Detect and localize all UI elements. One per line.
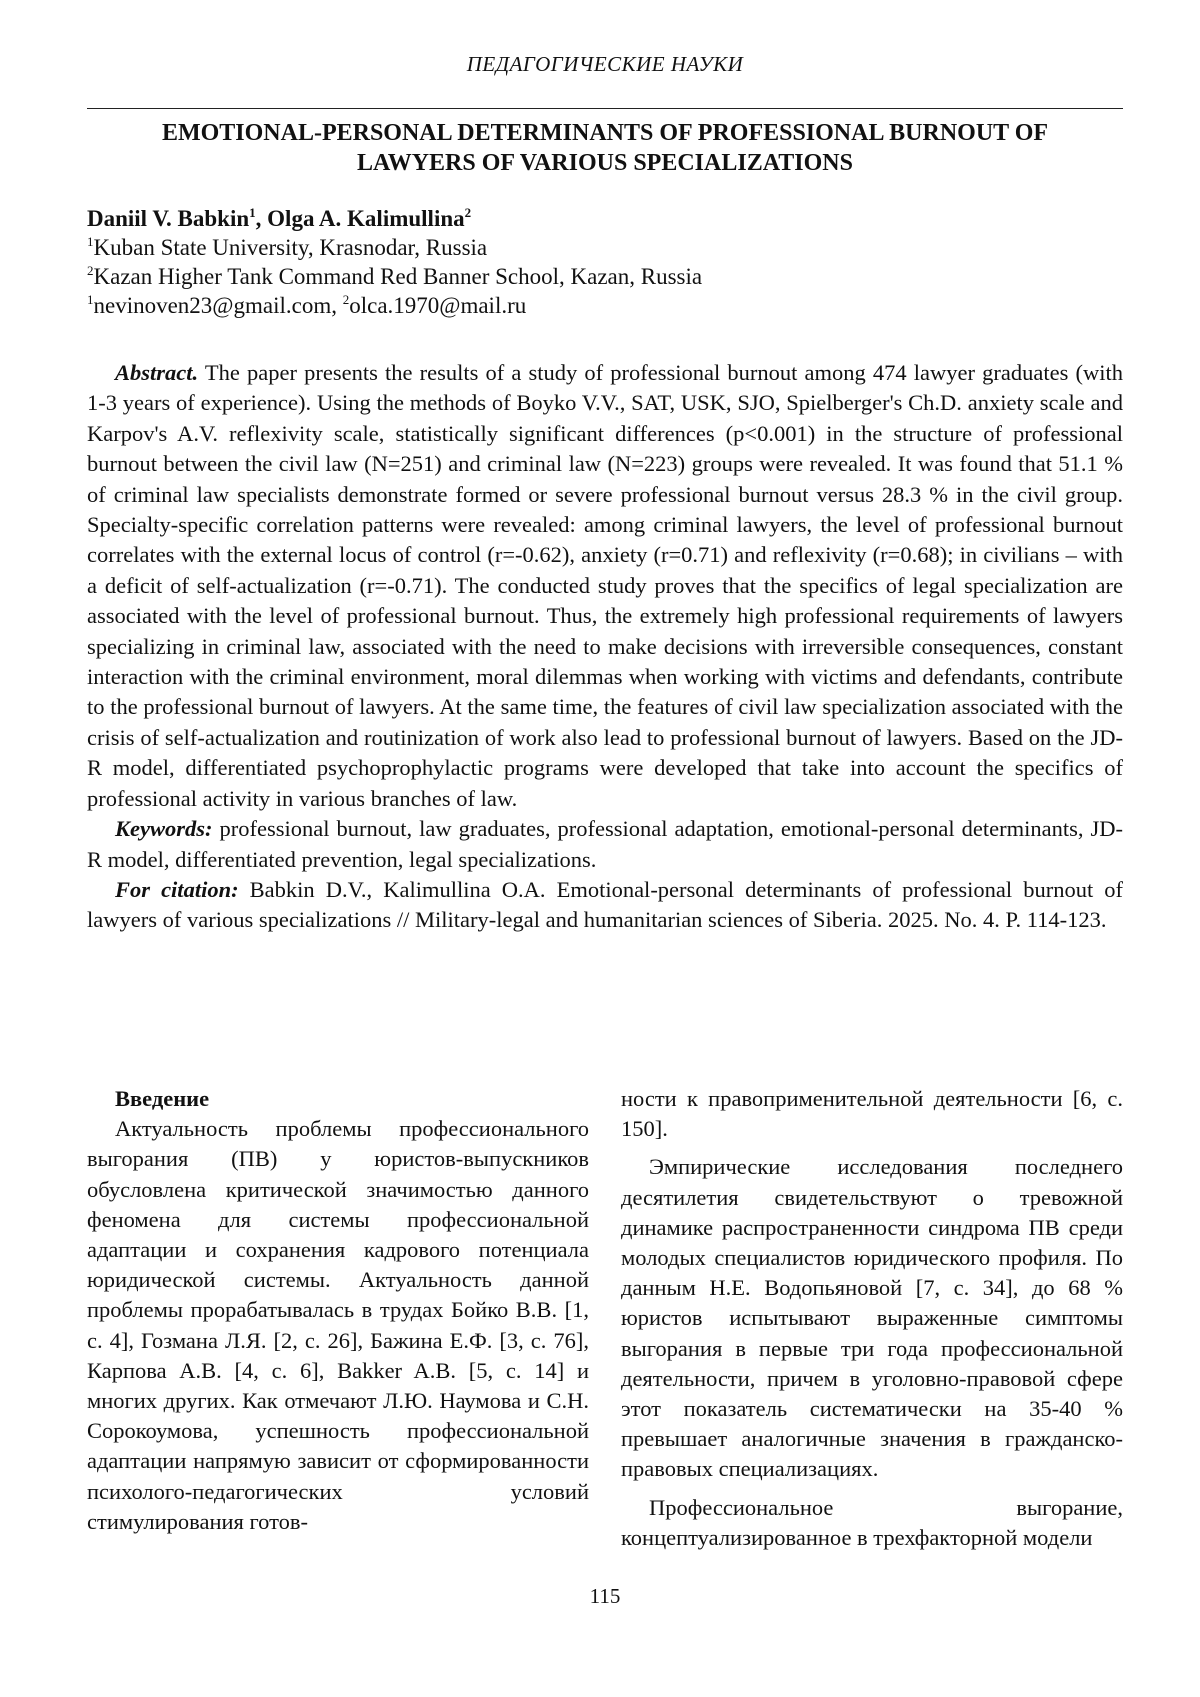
right-paragraph-2: Эмпирические исследования последнего десятилетия свидетельствуют о тревожной динамике распространенности синдрома ПВ среди молодых специалистов юридического профиля. По данным Н.Е. Водопьяновой [7, с. 34], до 68 % юристов испытывают выраженные симптомы выгорания в первые три года профессиональной деятельности, причем в уголовно-правовой сфере этот показатель систематически на 35-40 % превышает аналогичные значения в гражданско-правовых специализациях. bbox=[621, 1154, 1123, 1482]
affiliation-2 bbox=[87, 262, 1123, 291]
author-names bbox=[87, 204, 1123, 233]
author-2: Olga A. Kalimullina bbox=[267, 206, 465, 231]
affiliation-1-text: Kuban State University, Krasnodar, Russia bbox=[93, 235, 488, 260]
citation-label: For citation: bbox=[115, 876, 239, 902]
section-heading: Введение bbox=[115, 1086, 210, 1111]
email-1: nevinoven23@gmail.com, bbox=[93, 293, 343, 318]
article-title-line2: LAWYERS OF VARIOUS SPECIALIZATIONS bbox=[357, 150, 853, 176]
affiliation-2-sup: 2 bbox=[87, 263, 94, 278]
affiliation-1-sup: 1 bbox=[87, 234, 94, 249]
running-head: ПЕДАГОГИЧЕСКИЕ НАУКИ bbox=[466, 52, 744, 76]
abstract-label: Abstract. bbox=[115, 360, 199, 385]
citation-text: Babkin D.V., Kalimullina O.A. Emotional-personal determinants of professional burnout of lawyers of various specializations // Military-legal and humanitarian sciences of Siberia. 2025. No. 4. P. 114-123. bbox=[87, 876, 1123, 933]
citation bbox=[87, 875, 1123, 936]
email-2: olca.1970@mail.ru bbox=[349, 293, 527, 318]
author-separator: , bbox=[255, 206, 268, 231]
left-paragraph: Актуальность проблемы профессионального выгорания (ПВ) у юристов-выпускников обусловлена критической значимостью данного феномена для системы профессиональной адаптации и сохранения кадрового потенциала юридической системы. Актуальность данной проблемы прорабатывалась в трудах Бойко В.В. [1, с. 4], Гозмана Л.Я. [2, с. 26], Бажина Е.Ф. [3, с. 76], Карпова А.В. [4, с. 6], Bakker A.B. [5, с. 14] и многих других. Как отмечают Л.Ю. Наумова и С.Н. Сорокоумова, успешность профессиональной адаптации напрямую зависит от сформированности психолого-педагогических условий стимулирования готов- bbox=[87, 1116, 589, 1534]
affiliation-1 bbox=[87, 233, 1123, 262]
abstract-text: The paper presents the results of a study of professional burnout among 474 lawyer graduates (with 1-3 years of experience). Using the methods of Boyko V.V., SAT, USK, SJO, Spielberger's Ch.D. anxiety scale and Karpov's A.V. reflexivity scale, statistically significant differences (p<0.001) in the structure of professional burnout between the civil law (N=251) and criminal law (N=223) groups were revealed. It was found that 51.1 % of criminal law specialists demonstrate formed or severe professional burnout versus 28.3 % in the civil group. Specialty-specific correlation patterns were revealed: among criminal lawyers, the level of professional burnout correlates with the external locus of control (r=-0.62), anxiety (r=0.71) and reflexivity (r=0.68); in civilians – with a deficit of self-actualization (r=-0.71). The conducted study proves that the specifics of legal specialization are associated with the level of professional burnout. Thus, the extremely high professional requirements of lawyers specializing in criminal law, associated with the need to make decisions with irreversible consequences, constant interaction with the criminal environment, moral dilemmas when working with victims and defendants, contribute to the professional burnout of lawyers. At the same time, the features of civil law specialization associated with the crisis of self-actualization and routinization of work also lead to professional burnout of lawyers. Based on the JD-R model, differentiated psychoprophylactic programs were developed that take into account the specifics of professional activity in various branches of law. bbox=[87, 360, 1123, 811]
right-paragraph-3: Профессиональное выгорание, концептуализированное в трехфакторной модели bbox=[621, 1494, 1123, 1550]
emails bbox=[87, 291, 1123, 320]
author-2-sup: 2 bbox=[464, 205, 472, 220]
keywords-label: Keywords: bbox=[115, 816, 213, 842]
author-1-sup: 1 bbox=[249, 205, 256, 220]
header-rule bbox=[87, 108, 1123, 109]
left-column bbox=[87, 1084, 589, 1537]
author-1: Daniil V. Babkin bbox=[87, 206, 250, 231]
page bbox=[87, 0, 1123, 1697]
page-number: 115 bbox=[589, 1584, 621, 1608]
email-2-sup: 2 bbox=[342, 292, 350, 307]
article-title bbox=[87, 118, 1123, 178]
article-title-line1: EMOTIONAL-PERSONAL DETERMINANTS OF PROFESSIONAL BURNOUT OF bbox=[161, 120, 1049, 146]
authors-block bbox=[87, 204, 1123, 320]
right-column bbox=[621, 1084, 1123, 1553]
keywords-text: professional burnout, law graduates, professional adaptation, emotional-personal determinants, JD-R model, differentiated prevention, legal specializations. bbox=[87, 816, 1123, 872]
right-paragraph-1: ности к правоприменительной деятельности [6, с. 150]. bbox=[621, 1086, 1123, 1142]
email-1-sup: 1 bbox=[87, 292, 94, 307]
abstract bbox=[87, 358, 1123, 814]
abstract-block bbox=[87, 358, 1123, 936]
affiliation-2-text: Kazan Higher Tank Command Red Banner School, Kazan, Russia bbox=[93, 264, 703, 289]
keywords bbox=[87, 814, 1123, 875]
